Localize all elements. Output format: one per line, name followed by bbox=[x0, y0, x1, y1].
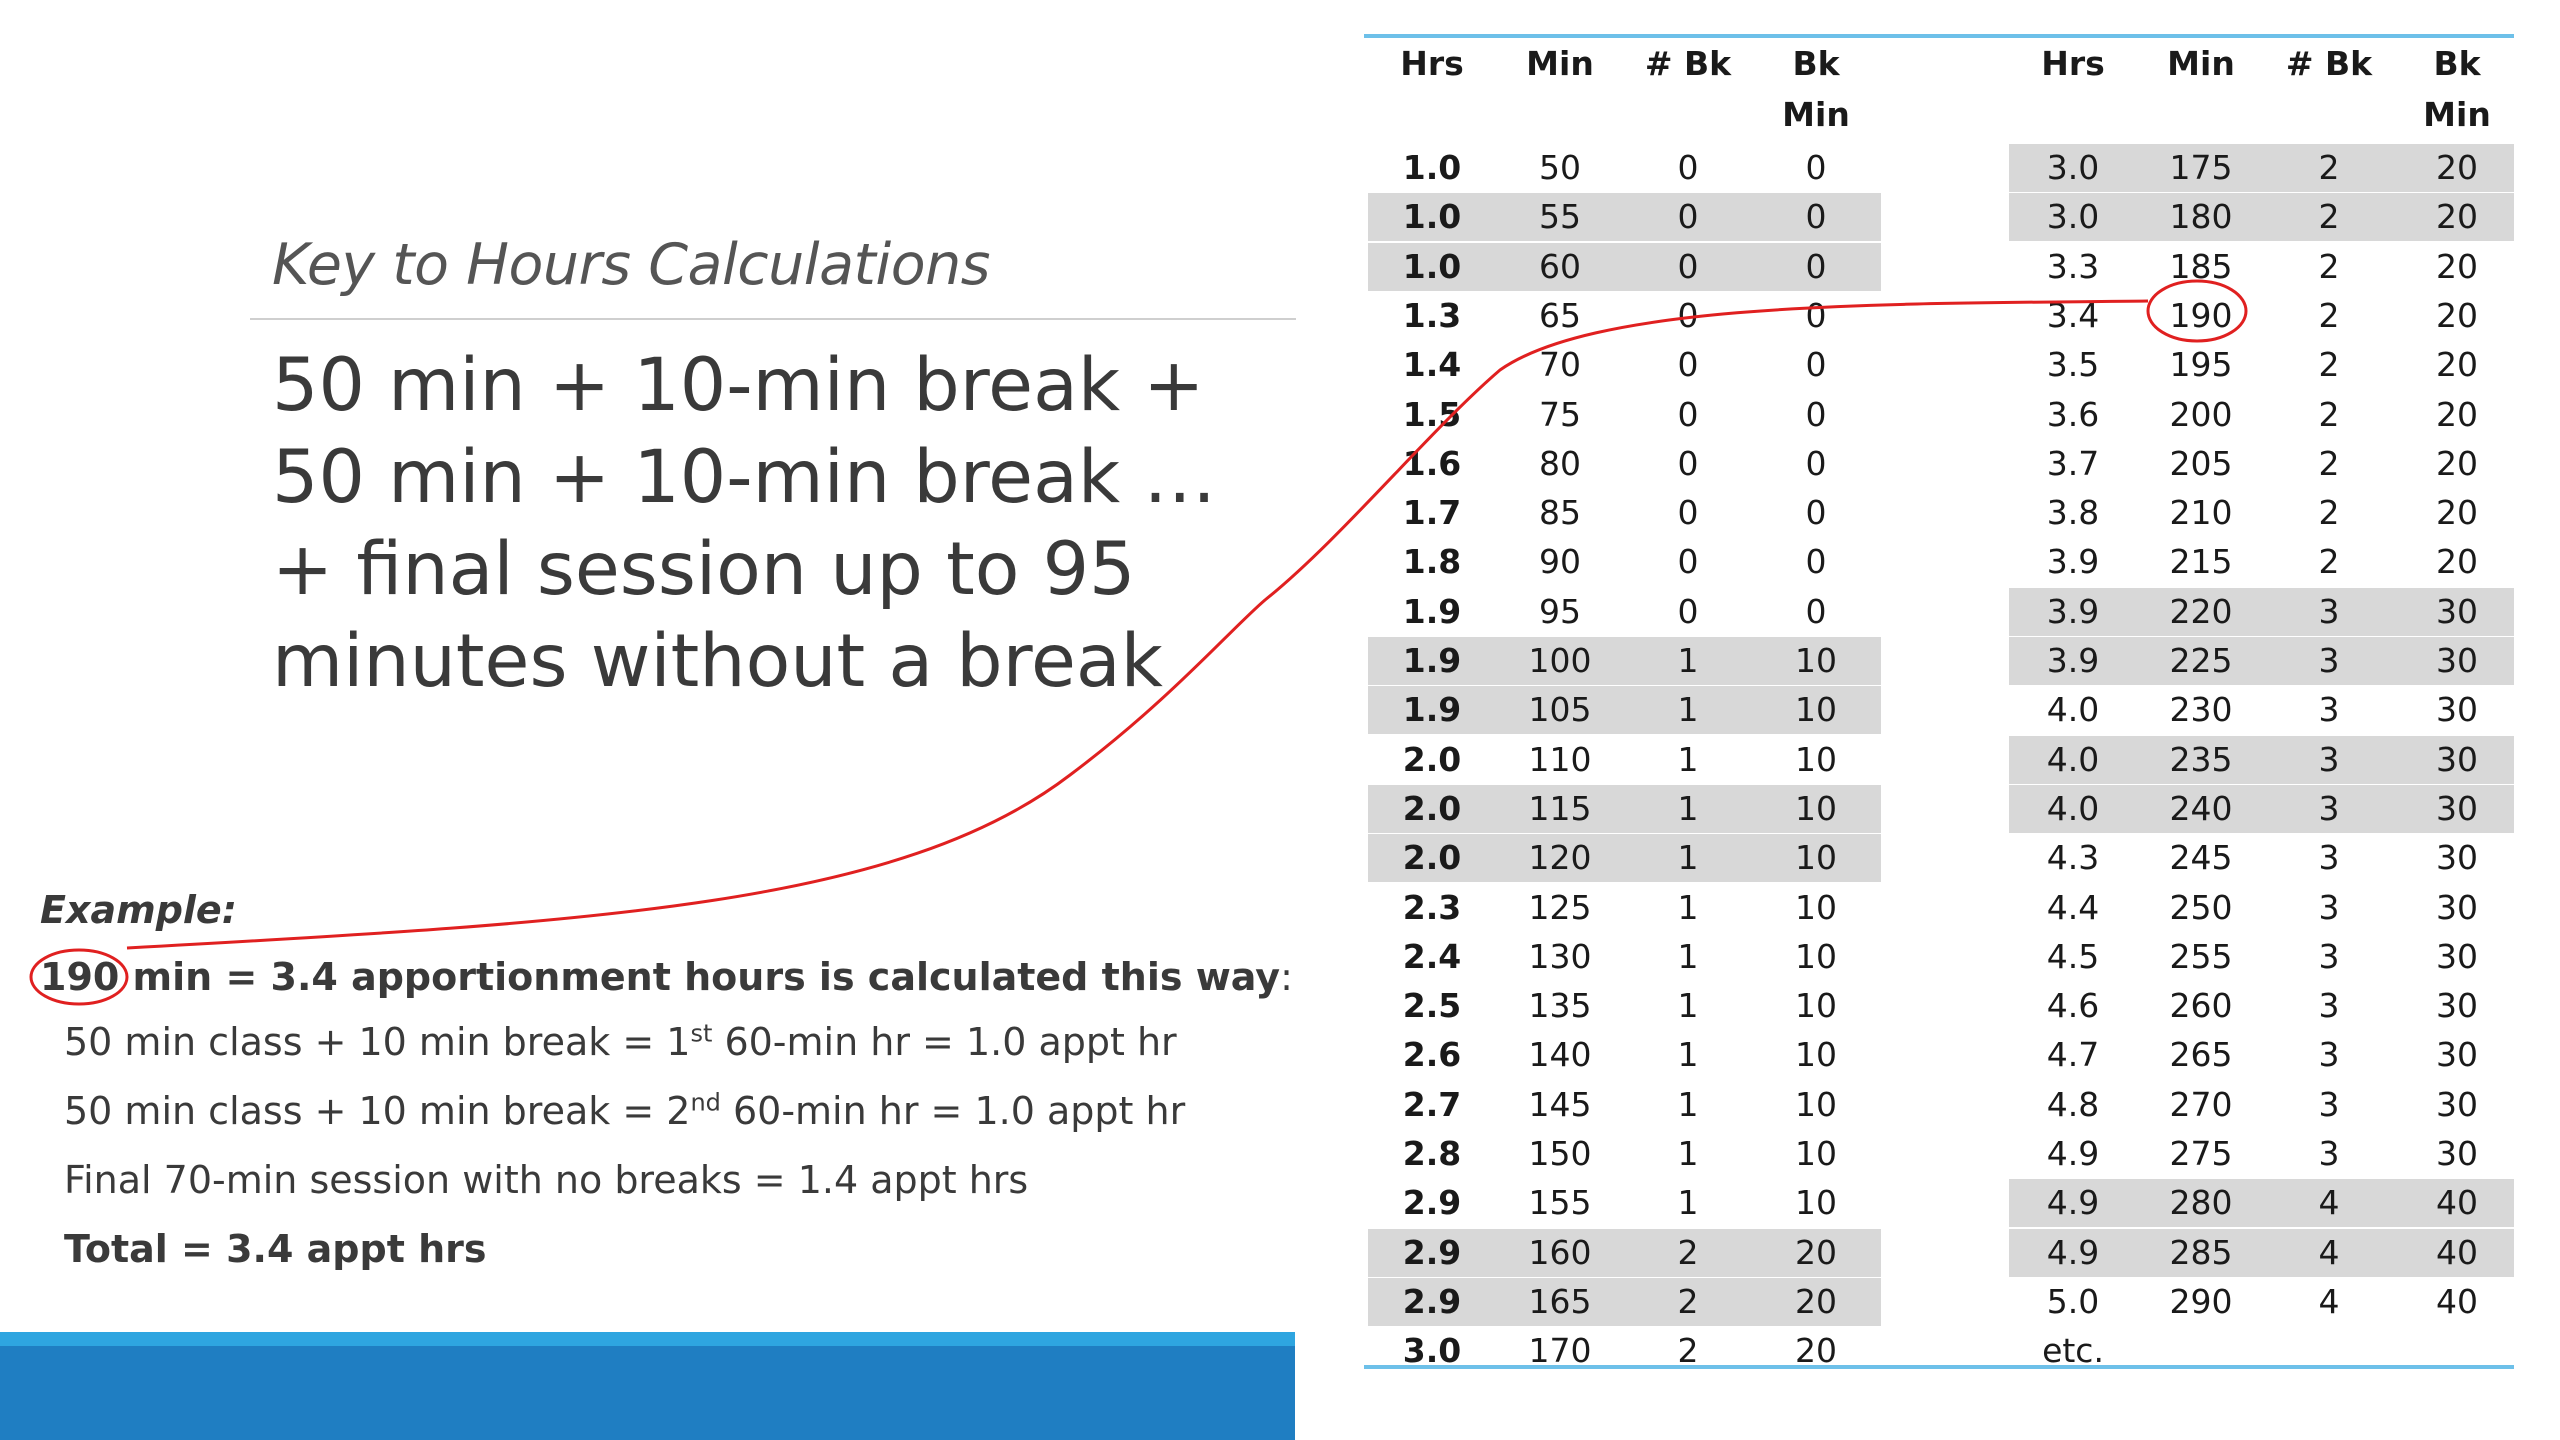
table-cell-hrs: 2.4 bbox=[1402, 936, 1462, 976]
example-lead-colon: : bbox=[1280, 955, 1293, 999]
table-cell-bk: 3 bbox=[2318, 739, 2340, 779]
table-cell-bk: 3 bbox=[2318, 1035, 2340, 1075]
table-cell-bk: 4 bbox=[2318, 1183, 2340, 1223]
footer-bar bbox=[0, 1346, 1295, 1440]
table-cell-hrs: 2.0 bbox=[1402, 739, 1462, 779]
table-cell-bkmin: 10 bbox=[1795, 1035, 1837, 1075]
table-cell-hrs: 4.3 bbox=[2046, 838, 2100, 878]
table-cell-bk: 0 bbox=[1677, 493, 1699, 533]
table-cell-bk: 0 bbox=[1677, 591, 1699, 631]
table-cell-bkmin: 0 bbox=[1805, 443, 1827, 483]
table-cell-min: 280 bbox=[2169, 1183, 2233, 1223]
table-cell-hrs: 1.3 bbox=[1402, 295, 1462, 335]
table-cell-bkmin: 10 bbox=[1795, 788, 1837, 828]
table-cell-min: 65 bbox=[1539, 295, 1581, 335]
slide-title: Key to Hours Calculations bbox=[272, 232, 990, 298]
table-cell-hrs: 3.4 bbox=[2046, 295, 2100, 335]
title-divider bbox=[250, 318, 1296, 320]
table-cell-hrs: 2.3 bbox=[1402, 887, 1462, 927]
table-cell-bkmin: 30 bbox=[2436, 690, 2478, 730]
table-cell-hrs: 1.8 bbox=[1402, 542, 1462, 582]
table-cell-min: 125 bbox=[1528, 887, 1592, 927]
example-lead-number: 190 bbox=[40, 955, 120, 999]
table-cell-bkmin: 10 bbox=[1795, 1134, 1837, 1173]
table-cell-bk: 2 bbox=[1677, 1331, 1699, 1371]
table-cell-hrs: 4.8 bbox=[2046, 1084, 2100, 1124]
table-cell-bk: 1 bbox=[1677, 1084, 1699, 1124]
table-cell-bk: 2 bbox=[2318, 542, 2340, 582]
table-cell-hrs: 1.9 bbox=[1402, 641, 1462, 680]
table-cell-min: 110 bbox=[1528, 739, 1592, 779]
table-cell-bkmin: 0 bbox=[1805, 345, 1827, 385]
table-cell-bk: 1 bbox=[1677, 1183, 1699, 1223]
table-cell-bk: 2 bbox=[2318, 295, 2340, 335]
table-cell-min: 120 bbox=[1528, 838, 1592, 878]
table-cell-bkmin: 20 bbox=[1795, 1232, 1837, 1272]
table-cell-bkmin: 40 bbox=[2436, 1232, 2478, 1272]
table-cell-hrs: 3.6 bbox=[2046, 394, 2100, 434]
table-cell-bk: 1 bbox=[1677, 739, 1699, 779]
hours-table bbox=[1364, 34, 2514, 1374]
table-cell-bk: 0 bbox=[1677, 345, 1699, 385]
table-cell-bk: 0 bbox=[1677, 443, 1699, 483]
table-cell-hrs: 4.9 bbox=[2046, 1134, 2100, 1173]
table-cell-hrs: 1.0 bbox=[1402, 197, 1462, 237]
table-header: # Bk bbox=[1644, 44, 1732, 83]
table-cell-bk: 0 bbox=[1677, 542, 1699, 582]
table-cell-min: 195 bbox=[2169, 345, 2233, 385]
table-cell-bkmin: 20 bbox=[2436, 345, 2478, 385]
table-cell-bk: 3 bbox=[2318, 641, 2340, 680]
table-cell-bkmin: 0 bbox=[1805, 295, 1827, 335]
table-cell-bk: 0 bbox=[1677, 148, 1699, 187]
table-cell-bkmin: 20 bbox=[2436, 443, 2478, 483]
table-cell-hrs: 1.6 bbox=[1402, 443, 1462, 483]
table-cell-bk: 3 bbox=[2318, 1134, 2340, 1173]
table-cell-bkmin: 40 bbox=[2436, 1183, 2478, 1223]
table-cell-hrs: 3.9 bbox=[2046, 542, 2100, 582]
table-cell-min: 220 bbox=[2169, 591, 2233, 631]
table-cell-min: 170 bbox=[1528, 1331, 1592, 1371]
table-header: Hrs bbox=[2041, 44, 2105, 83]
table-cell-hrs: 3.3 bbox=[2046, 246, 2100, 286]
table-cell-bkmin: 10 bbox=[1795, 641, 1837, 680]
table-cell-hrs: 3.5 bbox=[2046, 345, 2100, 385]
table-cell-bk: 3 bbox=[2318, 986, 2340, 1026]
table-cell-min: 230 bbox=[2169, 690, 2233, 730]
table-cell-min: 95 bbox=[1539, 591, 1581, 631]
line-text: 50 min class + 10 min break = 1 bbox=[64, 1020, 691, 1064]
table-cell-bkmin: 0 bbox=[1805, 493, 1827, 533]
table-cell-hrs: 4.0 bbox=[2046, 690, 2100, 730]
table-cell-hrs: 1.4 bbox=[1402, 345, 1462, 385]
table-cell-bkmin: 30 bbox=[2436, 739, 2478, 779]
table-cell-bk: 1 bbox=[1677, 887, 1699, 927]
table-cell-hrs: 4.4 bbox=[2046, 887, 2100, 927]
table-cell-bkmin: 20 bbox=[1795, 1331, 1837, 1371]
table-cell-min: 245 bbox=[2169, 838, 2233, 878]
table-cell-bkmin: 0 bbox=[1805, 197, 1827, 237]
table-cell-bkmin: 30 bbox=[2436, 936, 2478, 976]
table-cell-min: 160 bbox=[1528, 1232, 1592, 1272]
table-cell-min: 270 bbox=[2169, 1084, 2233, 1124]
table-header: Bk bbox=[1792, 44, 1840, 83]
table-cell-min: 90 bbox=[1539, 542, 1581, 582]
ordinal-suffix: st bbox=[690, 1019, 713, 1048]
table-cell-bkmin: 30 bbox=[2436, 887, 2478, 927]
table-cell-hrs: 4.5 bbox=[2046, 936, 2100, 976]
table-cell-min: 200 bbox=[2169, 394, 2233, 434]
table-cell-bk: 2 bbox=[2318, 443, 2340, 483]
table-cell-min: 130 bbox=[1528, 936, 1592, 976]
table-cell-bk: 2 bbox=[1677, 1281, 1699, 1321]
table-cell-bkmin: 40 bbox=[2436, 1281, 2478, 1321]
table-cell-hrs: 2.9 bbox=[1402, 1232, 1462, 1272]
footer-accent-bar bbox=[0, 1332, 1295, 1346]
table-cell-min: 115 bbox=[1528, 788, 1592, 828]
body-text bbox=[272, 340, 1272, 708]
table-cell-hrs: 3.8 bbox=[2046, 493, 2100, 533]
example-lead bbox=[40, 955, 1293, 999]
table-cell-min: 85 bbox=[1539, 493, 1581, 533]
table-cell-min: 140 bbox=[1528, 1035, 1592, 1075]
table-cell-min: 240 bbox=[2169, 788, 2233, 828]
table-cell-bk: 0 bbox=[1677, 197, 1699, 237]
table-cell-hrs: 2.0 bbox=[1402, 838, 1462, 878]
table-header: Min bbox=[1782, 95, 1850, 134]
table-cell-hrs: 2.8 bbox=[1402, 1134, 1462, 1173]
table-cell-bkmin: 10 bbox=[1795, 690, 1837, 730]
table-cell-min: 100 bbox=[1528, 641, 1592, 680]
table-cell-min: 285 bbox=[2169, 1232, 2233, 1272]
table-cell-hrs: 5.0 bbox=[2046, 1281, 2100, 1321]
table-cell-bkmin: 30 bbox=[2436, 1035, 2478, 1075]
table-cell-hrs: 4.0 bbox=[2046, 788, 2100, 828]
table-header: Min bbox=[2423, 95, 2491, 134]
table-cell-bkmin: 20 bbox=[2436, 542, 2478, 582]
table-cell-hrs: 1.0 bbox=[1402, 246, 1462, 286]
table-cell-min: 250 bbox=[2169, 887, 2233, 927]
table-cell-min: 105 bbox=[1528, 690, 1592, 730]
example-line-3: Final 70-min session with no breaks = 1.4 appt hrs bbox=[64, 1158, 1029, 1202]
table-cell-min: 75 bbox=[1539, 394, 1581, 434]
table-cell-hrs: 3.9 bbox=[2046, 641, 2100, 680]
table-cell-hrs: 4.9 bbox=[2046, 1183, 2100, 1223]
table-header: Min bbox=[2167, 44, 2235, 83]
table-cell-min: 260 bbox=[2169, 986, 2233, 1026]
table-cell-hrs: 2.7 bbox=[1402, 1084, 1462, 1124]
table-cell-min: 70 bbox=[1539, 345, 1581, 385]
table-cell-bk: 3 bbox=[2318, 690, 2340, 730]
table-cell-bk: 1 bbox=[1677, 690, 1699, 730]
line-text: 60-min hr = 1.0 appt hr bbox=[712, 1020, 1177, 1064]
table-cell-bkmin: 0 bbox=[1805, 394, 1827, 434]
table-cell-bk: 2 bbox=[2318, 246, 2340, 286]
table-header: Hrs bbox=[1400, 44, 1464, 83]
table-cell-hrs: 1.7 bbox=[1402, 493, 1462, 533]
table-cell-bk: 2 bbox=[2318, 148, 2340, 187]
example-label: Example: bbox=[40, 888, 237, 932]
table-cell-bkmin: 10 bbox=[1795, 986, 1837, 1026]
table-header: Bk bbox=[2433, 44, 2481, 83]
table-cell-bkmin: 10 bbox=[1795, 936, 1837, 976]
table-header: # Bk bbox=[2285, 44, 2373, 83]
table-cell-bk: 1 bbox=[1677, 641, 1699, 680]
table-cell-hrs: etc. bbox=[2042, 1331, 2104, 1371]
example-line-1 bbox=[64, 1020, 1177, 1064]
table-cell-min: 185 bbox=[2169, 246, 2233, 286]
table-cell-hrs: 2.5 bbox=[1402, 986, 1462, 1026]
table-cell-bkmin: 10 bbox=[1795, 838, 1837, 878]
table-cell-bkmin: 0 bbox=[1805, 542, 1827, 582]
table-cell-hrs: 4.7 bbox=[2046, 1035, 2100, 1075]
table-cell-hrs: 3.7 bbox=[2046, 443, 2100, 483]
table-cell-hrs: 2.9 bbox=[1402, 1281, 1462, 1321]
body-line: 50 min + 10-min break + bbox=[272, 343, 1205, 428]
table-cell-min: 275 bbox=[2169, 1134, 2233, 1173]
table-cell-bk: 4 bbox=[2318, 1281, 2340, 1321]
table-cell-bkmin: 10 bbox=[1795, 739, 1837, 779]
table-cell-hrs: 3.0 bbox=[2046, 197, 2100, 237]
table-cell-hrs: 2.0 bbox=[1402, 788, 1462, 828]
table-cell-hrs: 4.0 bbox=[2046, 739, 2100, 779]
table-cell-bkmin: 10 bbox=[1795, 887, 1837, 927]
ordinal-suffix: nd bbox=[690, 1088, 721, 1117]
table-rule bbox=[1364, 34, 2514, 38]
table-cell-min: 265 bbox=[2169, 1035, 2233, 1075]
body-line: 50 min + 10-min break … bbox=[272, 435, 1217, 520]
table-cell-bk: 2 bbox=[2318, 493, 2340, 533]
table-cell-bkmin: 0 bbox=[1805, 148, 1827, 187]
table-cell-bkmin: 20 bbox=[1795, 1281, 1837, 1321]
table-cell-min: 175 bbox=[2169, 148, 2233, 187]
table-cell-bk: 1 bbox=[1677, 936, 1699, 976]
table-cell-bk: 1 bbox=[1677, 986, 1699, 1026]
table-cell-hrs: 3.0 bbox=[2046, 148, 2100, 187]
table-cell-min: 165 bbox=[1528, 1281, 1592, 1321]
table-header: Min bbox=[1526, 44, 1594, 83]
table-cell-hrs: 3.9 bbox=[2046, 591, 2100, 631]
table-cell-bk: 3 bbox=[2318, 591, 2340, 631]
table-cell-bkmin: 30 bbox=[2436, 986, 2478, 1026]
table-cell-bk: 1 bbox=[1677, 838, 1699, 878]
example-line-2 bbox=[64, 1089, 1185, 1133]
table-cell-min: 290 bbox=[2169, 1281, 2233, 1321]
table-cell-min: 60 bbox=[1539, 246, 1581, 286]
table-cell-min: 190 bbox=[2169, 295, 2233, 335]
example-lead-text: min = 3.4 apportionment hours is calculated this way bbox=[119, 955, 1281, 999]
table-cell-bkmin: 20 bbox=[2436, 295, 2478, 335]
table-cell-hrs: 2.6 bbox=[1402, 1035, 1462, 1075]
table-cell-min: 145 bbox=[1528, 1084, 1592, 1124]
table-cell-bkmin: 10 bbox=[1795, 1084, 1837, 1124]
table-cell-bkmin: 20 bbox=[2436, 493, 2478, 533]
table-cell-bk: 0 bbox=[1677, 246, 1699, 286]
table-cell-min: 235 bbox=[2169, 739, 2233, 779]
table-cell-bk: 0 bbox=[1677, 295, 1699, 335]
table-cell-min: 210 bbox=[2169, 493, 2233, 533]
table-cell-bk: 3 bbox=[2318, 887, 2340, 927]
table-cell-bk: 3 bbox=[2318, 788, 2340, 828]
table-cell-bk: 1 bbox=[1677, 1134, 1699, 1173]
table-cell-bkmin: 30 bbox=[2436, 591, 2478, 631]
table-cell-bkmin: 20 bbox=[2436, 197, 2478, 237]
table-cell-bk: 3 bbox=[2318, 838, 2340, 878]
table-cell-bk: 2 bbox=[2318, 394, 2340, 434]
table-cell-hrs: 3.0 bbox=[1402, 1331, 1462, 1371]
table-cell-bkmin: 30 bbox=[2436, 1134, 2478, 1173]
table-cell-min: 225 bbox=[2169, 641, 2233, 680]
table-cell-bk: 0 bbox=[1677, 394, 1699, 434]
table-cell-min: 205 bbox=[2169, 443, 2233, 483]
table-cell-hrs: 1.9 bbox=[1402, 591, 1462, 631]
table-cell-min: 135 bbox=[1528, 986, 1592, 1026]
table-cell-bk: 2 bbox=[2318, 197, 2340, 237]
table-cell-min: 180 bbox=[2169, 197, 2233, 237]
table-cell-bkmin: 10 bbox=[1795, 1183, 1837, 1223]
table-cell-bk: 4 bbox=[2318, 1232, 2340, 1272]
table-cell-bk: 2 bbox=[2318, 345, 2340, 385]
table-cell-hrs: 4.6 bbox=[2046, 986, 2100, 1026]
table-cell-hrs: 1.5 bbox=[1402, 394, 1462, 434]
table-cell-bk: 1 bbox=[1677, 1035, 1699, 1075]
table-cell-min: 255 bbox=[2169, 936, 2233, 976]
body-line: + final session up to 95 bbox=[272, 527, 1136, 612]
table-cell-bk: 1 bbox=[1677, 788, 1699, 828]
table-cell-bkmin: 30 bbox=[2436, 788, 2478, 828]
body-line: minutes without a break bbox=[272, 619, 1163, 704]
table-cell-hrs: 1.0 bbox=[1402, 148, 1462, 187]
table-cell-bk: 3 bbox=[2318, 936, 2340, 976]
table-cell-hrs: 4.9 bbox=[2046, 1232, 2100, 1272]
table-cell-bkmin: 0 bbox=[1805, 246, 1827, 286]
table-cell-min: 80 bbox=[1539, 443, 1581, 483]
table-cell-min: 150 bbox=[1528, 1134, 1592, 1173]
example-total: Total = 3.4 appt hrs bbox=[64, 1227, 487, 1271]
table-cell-bkmin: 30 bbox=[2436, 1084, 2478, 1124]
table-cell-bkmin: 20 bbox=[2436, 394, 2478, 434]
table-cell-min: 55 bbox=[1539, 197, 1581, 237]
table-cell-min: 215 bbox=[2169, 542, 2233, 582]
table-cell-hrs: 1.9 bbox=[1402, 690, 1462, 730]
table-cell-bk: 2 bbox=[1677, 1232, 1699, 1272]
line-text: 50 min class + 10 min break = 2 bbox=[64, 1089, 691, 1133]
table-cell-bkmin: 20 bbox=[2436, 148, 2478, 187]
table-cell-bkmin: 20 bbox=[2436, 246, 2478, 286]
table-cell-min: 50 bbox=[1539, 148, 1581, 187]
table-cell-bkmin: 30 bbox=[2436, 641, 2478, 680]
table-cell-min: 155 bbox=[1528, 1183, 1592, 1223]
line-text: 60-min hr = 1.0 appt hr bbox=[720, 1089, 1186, 1133]
table-cell-bkmin: 0 bbox=[1805, 591, 1827, 631]
table-cell-bk: 3 bbox=[2318, 1084, 2340, 1124]
table-cell-bkmin: 30 bbox=[2436, 838, 2478, 878]
table-cell-hrs: 2.9 bbox=[1402, 1183, 1462, 1223]
